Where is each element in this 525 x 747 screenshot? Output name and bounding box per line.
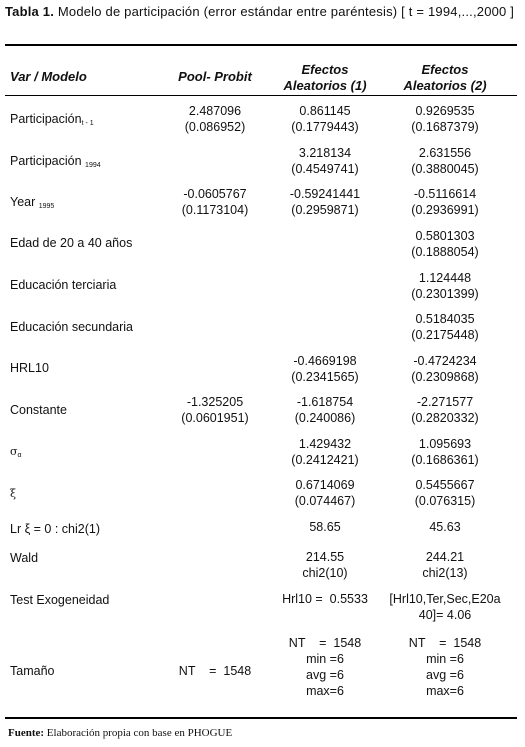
cell-value: (0.2412421) (291, 453, 359, 467)
cell-value: 45.63 (429, 520, 461, 534)
row-label-subscript: α (17, 452, 22, 459)
row-label-text: Educación secundaria (10, 320, 133, 334)
cell-value: (0.1687379) (411, 120, 479, 134)
row-label-text: σ (10, 445, 18, 458)
source-note (8, 727, 232, 739)
row-label-subscript: 1994 (85, 162, 101, 169)
row-label-text: HRL10 (10, 361, 49, 375)
row-label-text: Lr ξ = 0 : chi2(1) (10, 522, 101, 536)
cell-value: -1.618754 (296, 395, 354, 409)
cell-value: (0.4549741) (291, 162, 359, 176)
cell-value: 40]= 4.06 (418, 608, 472, 622)
cell-value: avg =6 (306, 668, 344, 682)
header-efectos-aleatorios-2 (380, 62, 510, 94)
table-cell (255, 549, 395, 581)
row-label-text: Test Exogeneidad (10, 593, 110, 607)
row-label-subscript: t - 1 (81, 120, 94, 127)
caption-text: Modelo de participación (error estándar entre paréntesis) [ t = 1994,...,2000 ] (54, 4, 515, 19)
cell-value: (0.1173104) (181, 203, 249, 217)
cell-value: 0.9269535 (415, 104, 475, 118)
cell-value: 1.124448 (418, 271, 472, 285)
row-label (10, 521, 100, 537)
cell-value: -0.59241441 (289, 187, 361, 201)
table-cell (380, 186, 510, 218)
row-label (10, 319, 133, 335)
table-cell (255, 353, 395, 385)
cell-value: min =6 (426, 652, 464, 666)
table-cell (380, 591, 510, 623)
cell-value: (0.2936991) (411, 203, 479, 217)
cell-value: NT = 1548 (288, 636, 362, 650)
cell-value: (0.2959871) (291, 203, 359, 217)
table-cell (380, 519, 510, 535)
cell-value: 1.429432 (298, 437, 352, 451)
cell-value: chi2(10) (302, 566, 348, 580)
row-label-text: Wald (10, 551, 39, 565)
cell-value: avg =6 (426, 668, 464, 682)
cell-value: (0.1888054) (411, 245, 479, 259)
row-label-text: Edad de 20 a 40 años (10, 236, 133, 250)
cell-value: 3.218134 (298, 146, 352, 160)
row-label-text: Year (10, 195, 39, 209)
table-cell (380, 270, 510, 302)
caption-label: Tabla 1. (5, 4, 55, 19)
cell-value: (0.2820332) (411, 411, 479, 425)
table-cell (255, 519, 395, 535)
cell-value: max=6 (306, 684, 344, 698)
cell-value: 0.861145 (299, 104, 351, 118)
cell-value: -1.325205 (186, 395, 244, 409)
cell-value: (0.3880045) (411, 162, 479, 176)
row-label (10, 153, 101, 174)
source-label: Fuente: (8, 727, 45, 739)
row-label-text: ξ (10, 487, 17, 500)
cell-value: 2.631556 (418, 146, 472, 160)
table-cell (380, 103, 510, 135)
row-label-text: Participación (10, 112, 82, 126)
cell-value: (0.0601951) (181, 411, 249, 425)
cell-value: chi2(13) (422, 566, 468, 580)
table-cell (380, 394, 510, 426)
row-label (10, 443, 22, 464)
cell-value: -0.0605767 (183, 187, 247, 201)
row-label (10, 194, 54, 215)
table-cell (380, 228, 510, 260)
row-label (10, 592, 109, 608)
row-label-subscript: 1995 (38, 203, 55, 210)
table-cell (255, 635, 395, 699)
table-caption (5, 3, 520, 20)
table-cell (380, 635, 510, 699)
table-cell (380, 436, 510, 468)
table-cell (255, 394, 395, 426)
cell-value: NT = 1548 (178, 664, 252, 678)
row-label (10, 485, 16, 502)
header-efectos-aleatorios-1 (255, 62, 395, 94)
row-label (10, 360, 49, 376)
cell-value: (0.2341565) (291, 370, 359, 384)
cell-value: NT = 1548 (408, 636, 482, 650)
top-rule (5, 44, 517, 46)
table-cell (255, 103, 395, 135)
cell-value: Hrl10 = 0.5533 (282, 592, 368, 606)
header-col3-line1: Efectos (421, 62, 469, 77)
cell-value: -0.5116614 (413, 187, 477, 201)
table-cell (380, 549, 510, 581)
cell-value: -0.4724234 (413, 354, 477, 368)
row-label (10, 550, 38, 566)
cell-value: 0.5801303 (415, 229, 475, 243)
cell-value: (0.2175448) (411, 328, 479, 342)
cell-value: (0.1779443) (291, 120, 359, 134)
cell-value: 0.6714069 (295, 478, 355, 492)
table-cell (380, 477, 510, 509)
cell-value: (0.2309868) (411, 370, 479, 384)
cell-value: (0.086952) (184, 120, 246, 134)
cell-value: (0.2301399) (411, 287, 479, 301)
header-rule (5, 95, 517, 96)
cell-value: (0.1686361) (411, 453, 479, 467)
cell-value: 0.5455667 (415, 478, 475, 492)
cell-value: min =6 (306, 652, 344, 666)
cell-value: -2.271577 (416, 395, 474, 409)
row-label-text: Constante (10, 403, 67, 417)
table-cell (255, 477, 395, 509)
table-cell (255, 436, 395, 468)
table-cell (255, 145, 395, 177)
cell-value: (0.074467) (294, 494, 356, 508)
cell-value: 1.095693 (418, 437, 472, 451)
cell-value: 58.65 (309, 520, 341, 534)
row-label-text: Tamaño (10, 664, 55, 678)
header-var-modelo: Var / Modelo (10, 69, 87, 84)
table-cell (255, 186, 395, 218)
row-label (10, 235, 132, 251)
row-label (10, 277, 116, 293)
row-label-text: Educación terciaria (10, 278, 117, 292)
row-label (10, 111, 94, 132)
header-col2-line2: Aleatorios (1) (283, 78, 367, 93)
table-cell (380, 145, 510, 177)
cell-value: 244.21 (425, 550, 465, 564)
header-col2-line1: Efectos (301, 62, 349, 77)
row-label (10, 663, 54, 679)
header-pool-probit: Pool- Probit (178, 69, 252, 84)
cell-value: 214.55 (305, 550, 345, 564)
cell-value: 0.5184035 (415, 312, 475, 326)
cell-value: [Hrl10,Ter,Sec,E20a (389, 592, 501, 606)
table-cell (380, 311, 510, 343)
cell-value: (0.240086) (294, 411, 356, 425)
cell-value: -0.4669198 (293, 354, 357, 368)
header-col3-line2: Aleatorios (2) (403, 78, 487, 93)
bottom-rule (5, 717, 517, 719)
table-cell (255, 591, 395, 607)
cell-value: max=6 (426, 684, 464, 698)
cell-value: (0.076315) (414, 494, 476, 508)
row-label-text: Participación (10, 154, 86, 168)
table-cell (380, 353, 510, 385)
source-text: Elaboración propia con base en PHOGUE (44, 727, 233, 739)
cell-value: 2.487096 (188, 104, 242, 118)
row-label (10, 402, 67, 418)
